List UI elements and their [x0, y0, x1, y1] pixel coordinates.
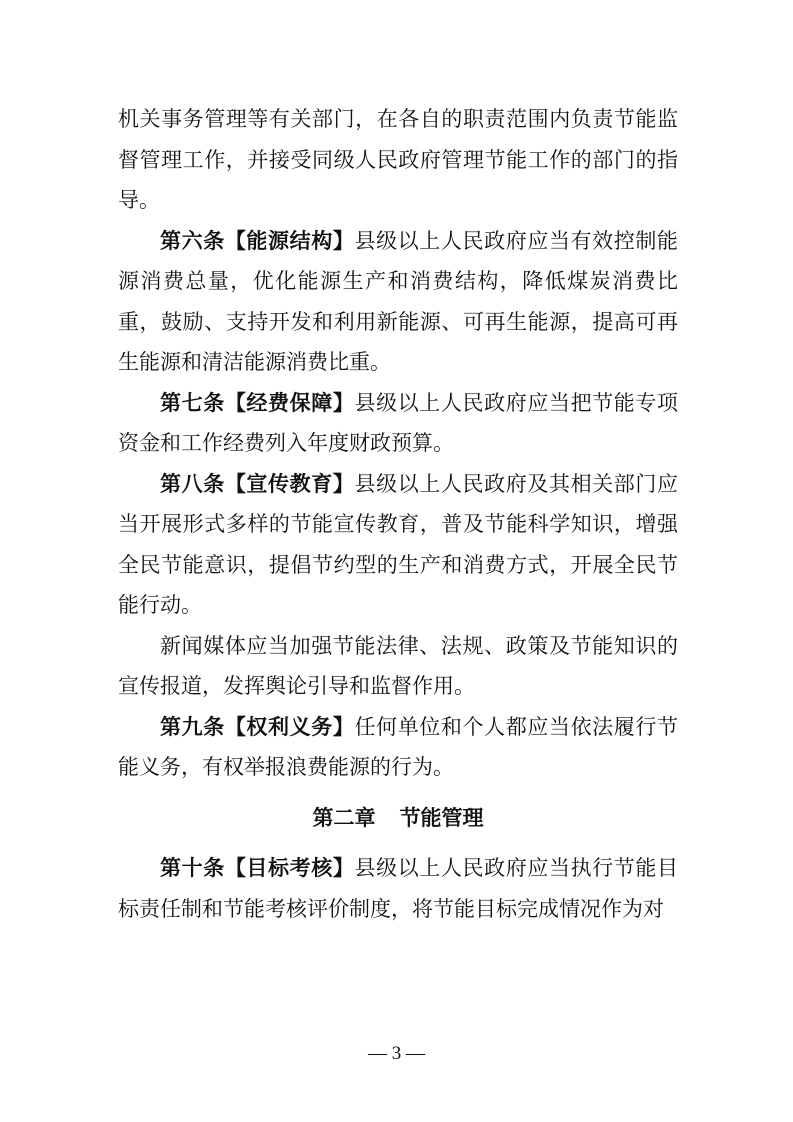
article-6-body: 县级以上人民政府应当有效控制能源消费总量，优化能源生产和消费结构，降低煤炭消费比重，鼓励、支持开发和利用新能源、可再生能源，提高可再生能源和清洁能源消费比重。 [118, 228, 679, 374]
article-8-paragraph-2-text: 新闻媒体应当加强节能法律、法规、政策及节能知识的宣传报道，发挥舆论引导和监督作用。 [118, 633, 678, 698]
article-8 [118, 464, 678, 626]
chapter-title: 节能管理 [399, 805, 484, 830]
article-6 [118, 221, 678, 383]
article-8-body: 县级以上人民政府及其相关部门应当开展形式多样的节能宣传教育，普及节能科学知识，增强全民节能意识，提倡节约型的生产和消费方式，开展全民节能行动。 [118, 471, 679, 617]
article-8-title: 第八条【宣传教育】 [160, 471, 355, 496]
document-body [118, 99, 678, 929]
paragraph-text: 机关事务管理等有关部门，在各自的职责范围内负责节能监督管理工作，并接受同级人民政府管理节能工作的部门的指导。 [118, 107, 678, 212]
article-9-title: 第九条【权利义务】 [160, 714, 355, 739]
article-7-body: 县级以上人民政府应当把节能专项资金和工作经费列入年度财政预算。 [118, 390, 679, 455]
article-10 [118, 848, 678, 929]
article-10-title: 第十条【目标考核】 [160, 856, 355, 880]
article-6-title: 第六条【能源结构】 [160, 228, 355, 253]
chapter-heading [118, 798, 678, 839]
article-9 [118, 707, 678, 788]
article-9-body: 任何单位和个人都应当依法履行节能义务，有权举报浪费能源的行为。 [118, 714, 679, 779]
page-number: — 3 — [368, 1043, 425, 1064]
chapter-number: 第二章 [312, 805, 376, 830]
article-7 [118, 383, 678, 464]
article-8-paragraph-2 [118, 626, 678, 707]
article-10-body: 县级以上人民政府应当执行节能目标责任制和节能考核评价制度，将节能目标完成情况作为对 [118, 856, 679, 921]
paragraph-continuation [118, 99, 678, 221]
article-7-title: 第七条【经费保障】 [160, 390, 355, 415]
